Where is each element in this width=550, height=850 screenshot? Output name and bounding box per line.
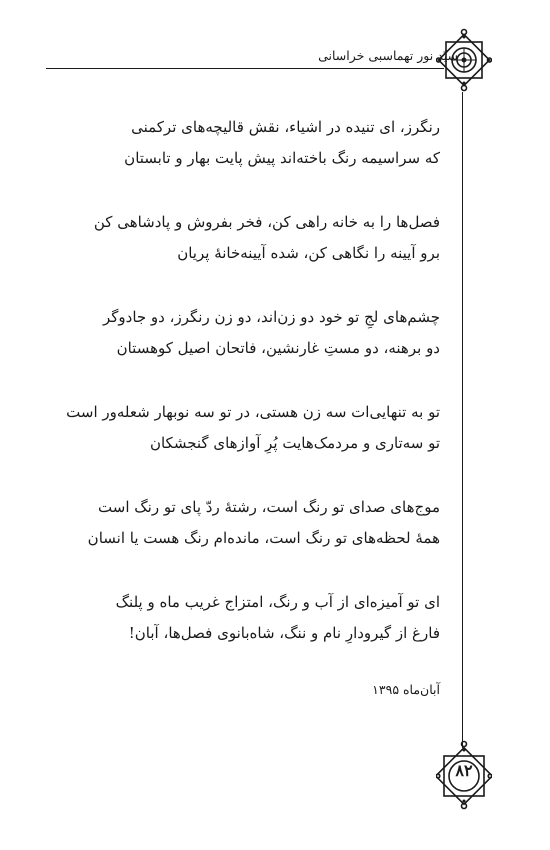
page-number: ۸۲ — [455, 761, 473, 780]
header-title: سیّد نور تهماسبی خراسانی — [318, 48, 458, 63]
stanza — [60, 207, 440, 269]
verse-line: که سراسیمه رنگ باخته‌اند پیش پایت بهار و تابستان — [124, 149, 440, 167]
stanza — [60, 397, 440, 459]
stanza — [60, 587, 440, 649]
composition-date: آبان‌ماه ۱۳۹۵ — [372, 682, 440, 697]
verse-line: موج‌های صدای تو رنگ است، رشتهٔ ردّ پای تو رنگ است — [98, 498, 440, 516]
poem — [60, 112, 440, 682]
verse-line: رنگرز، ای تنیده در اشیاء، نقش قالیچه‌های ترکمنی — [131, 118, 440, 136]
verse-line: چشم‌های لجِ تو خود دو زن‌اند، دو زن رنگرز، دو جادوگر — [102, 308, 440, 326]
stanza — [60, 112, 440, 174]
margin-rule — [462, 92, 463, 748]
verse-line: برو آیینه را نگاهی کن، شده آیینه‌خانهٔ پریان — [177, 244, 440, 262]
verse-line: فارغ از گیرودارِ نام و ننگ، شاه‌بانوی فصل‌ها، آبان! — [128, 624, 440, 642]
verse-line: ای تو آمیزه‌ای از آب و رنگ، امتزاج غریب ماه و پلنگ — [115, 593, 440, 611]
verse-line: همهٔ لحظه‌های تو رنگ است، مانده‌ام رنگ هست یا انسان — [87, 529, 440, 547]
header-rule — [46, 68, 444, 69]
stanza — [60, 492, 440, 554]
verse-line: فصل‌ها را به خانه راهی کن، فخر بفروش و پادشاهی کن — [93, 213, 440, 231]
verse-line: تو سه‌تاری و مردمک‌هایت پُرِ آوازهای گنجشکان — [149, 434, 440, 452]
verse-line: تو به تنهایی‌ات سه زن هستی، در تو سه نوبهار شعله‌ور است — [66, 403, 440, 421]
rosette-ornament-icon — [436, 28, 492, 96]
stanza — [60, 302, 440, 364]
verse-line: دو برهنه، دو مستِ غارنشین، فاتحان اصیل کوهستان — [116, 339, 440, 357]
